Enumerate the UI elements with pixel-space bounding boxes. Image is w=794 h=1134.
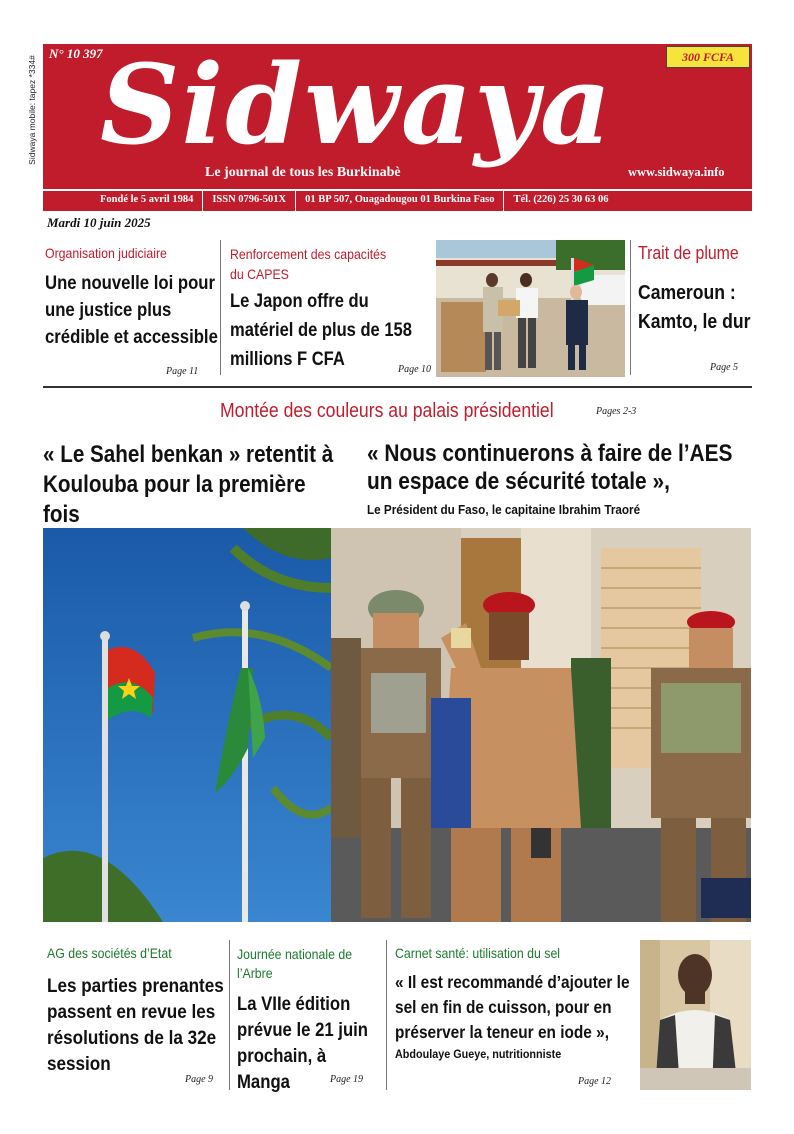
price-badge: 300 FCFA xyxy=(666,46,750,68)
issue-number: N° 10 397 xyxy=(49,46,103,61)
story5-kicker: Journée nationale de l’Arbre xyxy=(237,946,353,981)
info-bar xyxy=(43,189,752,211)
story4-kicker: AG des sociétés d’Etat xyxy=(47,945,172,961)
info-address: 01 BP 507, Ouagadougou 01 Burkina Faso xyxy=(296,191,504,211)
story6-attribution: Abdoulaye Gueye, nutritionniste xyxy=(395,1047,562,1061)
story2-headline[interactable]: Le Japon offre du matériel de plus de 158 millions F CFA xyxy=(230,291,412,370)
tagline: Le journal de tous les Burkinabè xyxy=(205,165,401,180)
president-photo xyxy=(331,528,751,922)
story6-headline[interactable]: « Il est recommandé d’ajouter le sel en fin de cuisson, pour en préserver la teneur en iode », xyxy=(395,972,630,1042)
story1-kicker: Organisation judiciaire xyxy=(45,245,167,261)
info-phone: Tél. (226) 25 30 63 06 xyxy=(513,194,609,205)
story1-page: Page 11 xyxy=(166,366,199,377)
story3-page: Page 5 xyxy=(710,362,739,373)
main-right-headline[interactable]: « Nous continuerons à faire de l’AES un espace de sécurité totale », xyxy=(367,440,733,495)
sidebar-mobile-note xyxy=(22,50,42,180)
section-rule xyxy=(43,386,752,388)
divider xyxy=(229,940,230,1090)
story4-page: Page 9 xyxy=(185,1074,214,1085)
nutritionist-photo xyxy=(640,940,751,1090)
divider xyxy=(386,940,387,1090)
story5-headline[interactable]: La VIIe édition prévue le 21 juin prochain, à Manga xyxy=(237,994,369,1093)
story4-headline[interactable]: Les parties prenantes passent en revue les résolutions de la 32e session xyxy=(47,976,224,1075)
sidebar-mobile-text: Sidwaya mobile: tapez *334# xyxy=(27,55,37,165)
story6-kicker: Carnet santé: utilisation du sel xyxy=(395,945,561,961)
main-pages: Pages 2-3 xyxy=(596,406,637,417)
main-attribution: Le Président du Faso, le capitaine Ibrahim Traoré xyxy=(367,502,641,517)
divider xyxy=(630,240,631,375)
info-founded: Fondé le 5 avril 1984 xyxy=(43,191,203,211)
issue-date: Mardi 10 juin 2025 xyxy=(47,215,151,230)
website-link[interactable]: www.sidwaya.info xyxy=(628,165,725,179)
story5-page: Page 19 xyxy=(330,1074,364,1085)
story2-kicker: Renforcement des capacités du CAPES xyxy=(230,246,387,282)
story3-headline[interactable]: Cameroun : Kamto, le dur xyxy=(638,282,751,333)
info-issn: ISSN 0796-501X xyxy=(203,191,296,211)
story1-headline[interactable]: Une nouvelle loi pour une justice plus crédible et accessible xyxy=(45,273,218,348)
newspaper-logo: Sidwaya xyxy=(100,40,614,169)
main-kicker: Montée des couleurs au palais présidentiel xyxy=(220,400,554,422)
donation-photo xyxy=(436,240,625,377)
divider xyxy=(220,240,221,375)
main-left-headline[interactable]: « Le Sahel benkan » retentit à Koulouba pour la première fois xyxy=(43,441,334,528)
flags-photo xyxy=(43,528,331,922)
story6-page: Page 12 xyxy=(578,1076,612,1087)
story3-kicker: Trait de plume xyxy=(638,243,739,263)
story2-page: Page 10 xyxy=(398,364,432,375)
